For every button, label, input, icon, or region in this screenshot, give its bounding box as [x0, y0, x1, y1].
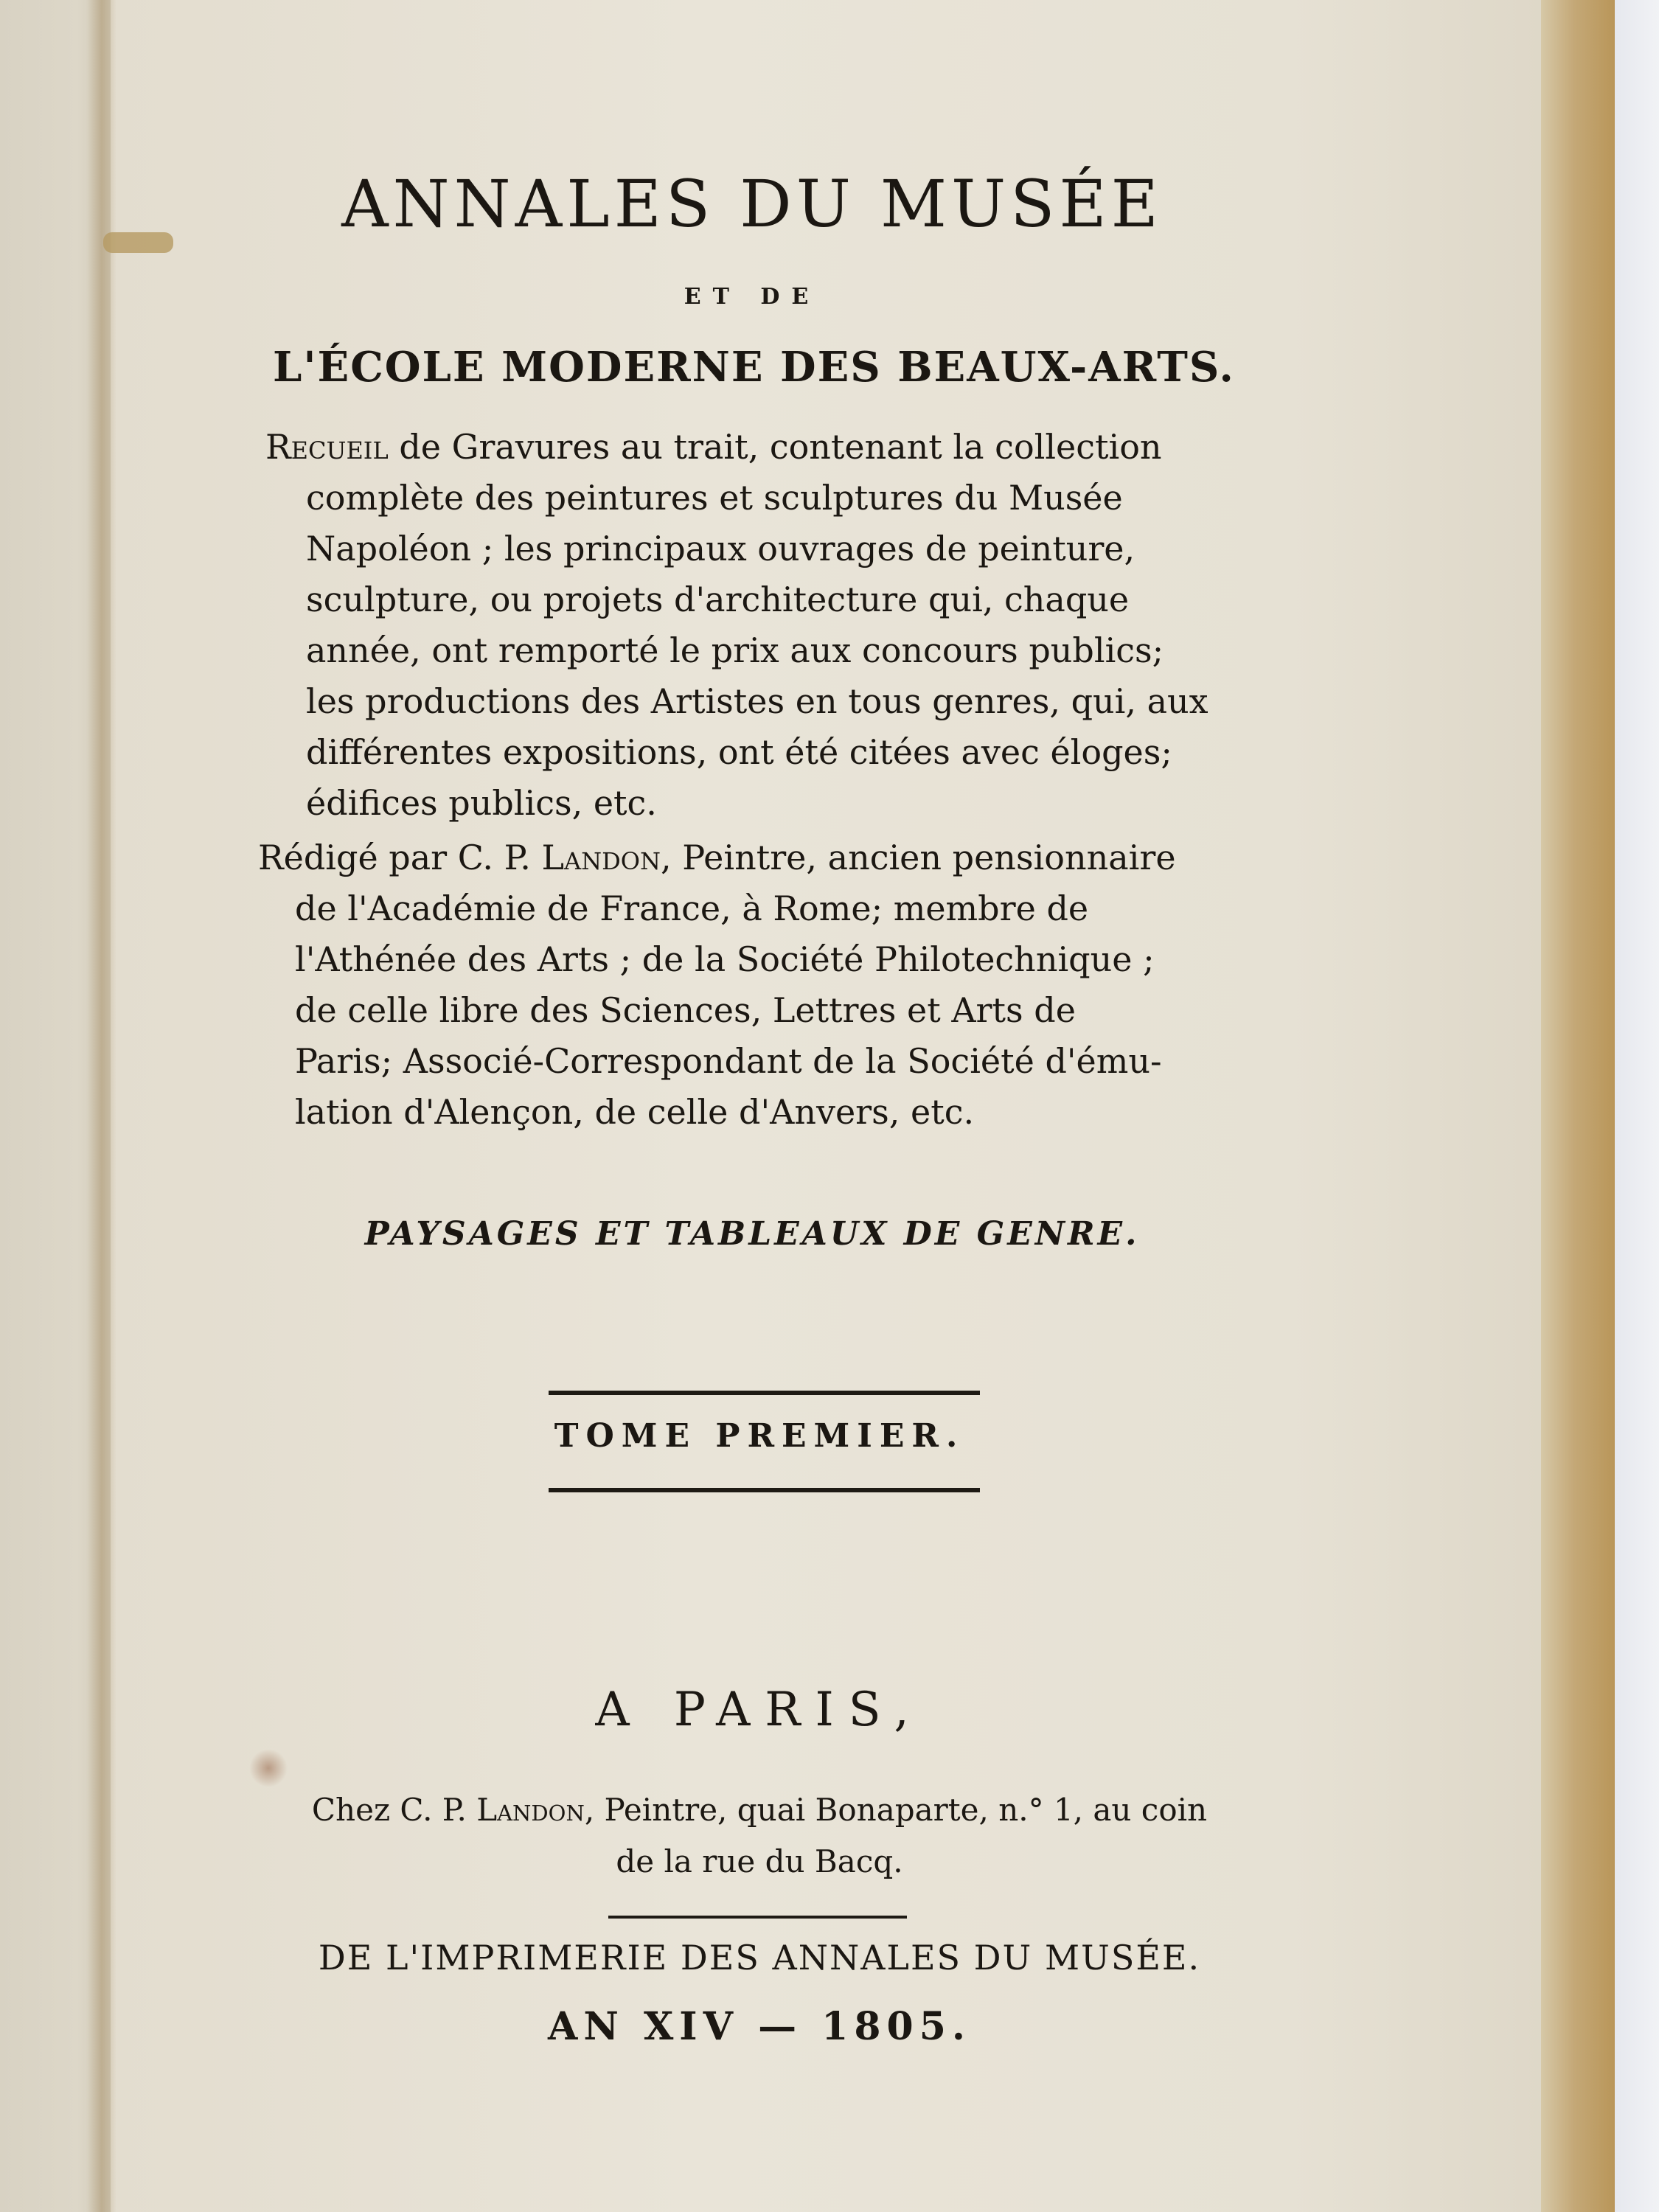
binding-thread: [103, 232, 173, 253]
publisher-name: Landon: [476, 1792, 585, 1828]
description-line: les productions des Artistes en tous genres, qui, aux: [306, 681, 1208, 721]
imprint-city: A PARIS,: [595, 1683, 924, 1737]
book-title: ANNALES DU MUSÉE: [341, 166, 1163, 242]
volume-label: TOME PREMIER.: [554, 1417, 965, 1455]
book-subtitle: L'ÉCOLE MODERNE DES BEAUX-ARTS.: [273, 343, 1235, 392]
divider-rule: [549, 1488, 980, 1492]
description-line: complète des peintures et sculptures du Musée: [306, 478, 1123, 518]
printer-line: DE L'IMPRIMERIE DES ANNALES DU MUSÉE.: [318, 1938, 1201, 1978]
description-lead-word: Recueil: [265, 427, 389, 467]
genre-heading: PAYSAGES ET TABLEAUX DE GENRE.: [364, 1215, 1140, 1253]
description-line: année, ont remporté le prix aux concours publics;: [306, 630, 1164, 670]
background: [1615, 0, 1659, 2212]
description-line: sculpture, ou projets d'architecture qui, chaque: [306, 580, 1130, 619]
title-conjunction: ET DE: [684, 284, 821, 310]
page-edge: [1541, 0, 1615, 2212]
author-line: de l'Académie de France, à Rome; membre de: [295, 888, 1089, 928]
publication-date: AN XIV — 1805.: [547, 2004, 972, 2049]
divider-rule: [608, 1916, 907, 1919]
author-line: lation d'Alençon, de celle d'Anvers, etc.: [295, 1092, 975, 1132]
foxing-stain: [249, 1749, 288, 1787]
publisher-address: de la rue du Bacq.: [616, 1843, 903, 1879]
author-name: Landon: [541, 838, 661, 877]
description-paragraph: [265, 422, 1231, 829]
book-gutter: [87, 0, 116, 2212]
author-line: l'Athénée des Arts ; de la Société Philotechnique ;: [295, 939, 1155, 979]
description-line: différentes expositions, ont été citées avec éloges;: [306, 732, 1172, 772]
author-line: Paris; Associé-Correspondant de la Société d'ému-: [295, 1041, 1162, 1081]
author-paragraph: [258, 832, 1239, 1138]
description-line: édifices publics, etc.: [306, 783, 657, 823]
description-line: Recueil de Gravures au trait, contenant la collection: [265, 427, 1162, 467]
author-line: Rédigé par C. P. Landon, Peintre, ancien pensionnaire: [258, 838, 1176, 877]
author-line: de celle libre des Sciences, Lettres et Arts de: [295, 990, 1076, 1030]
divider-rule: [549, 1391, 980, 1395]
description-line: Napoléon ; les principaux ouvrages de peinture,: [306, 529, 1135, 568]
publisher-line: Chez C. P. Landon, Peintre, quai Bonaparte, n.° 1, au coin: [311, 1792, 1208, 1828]
